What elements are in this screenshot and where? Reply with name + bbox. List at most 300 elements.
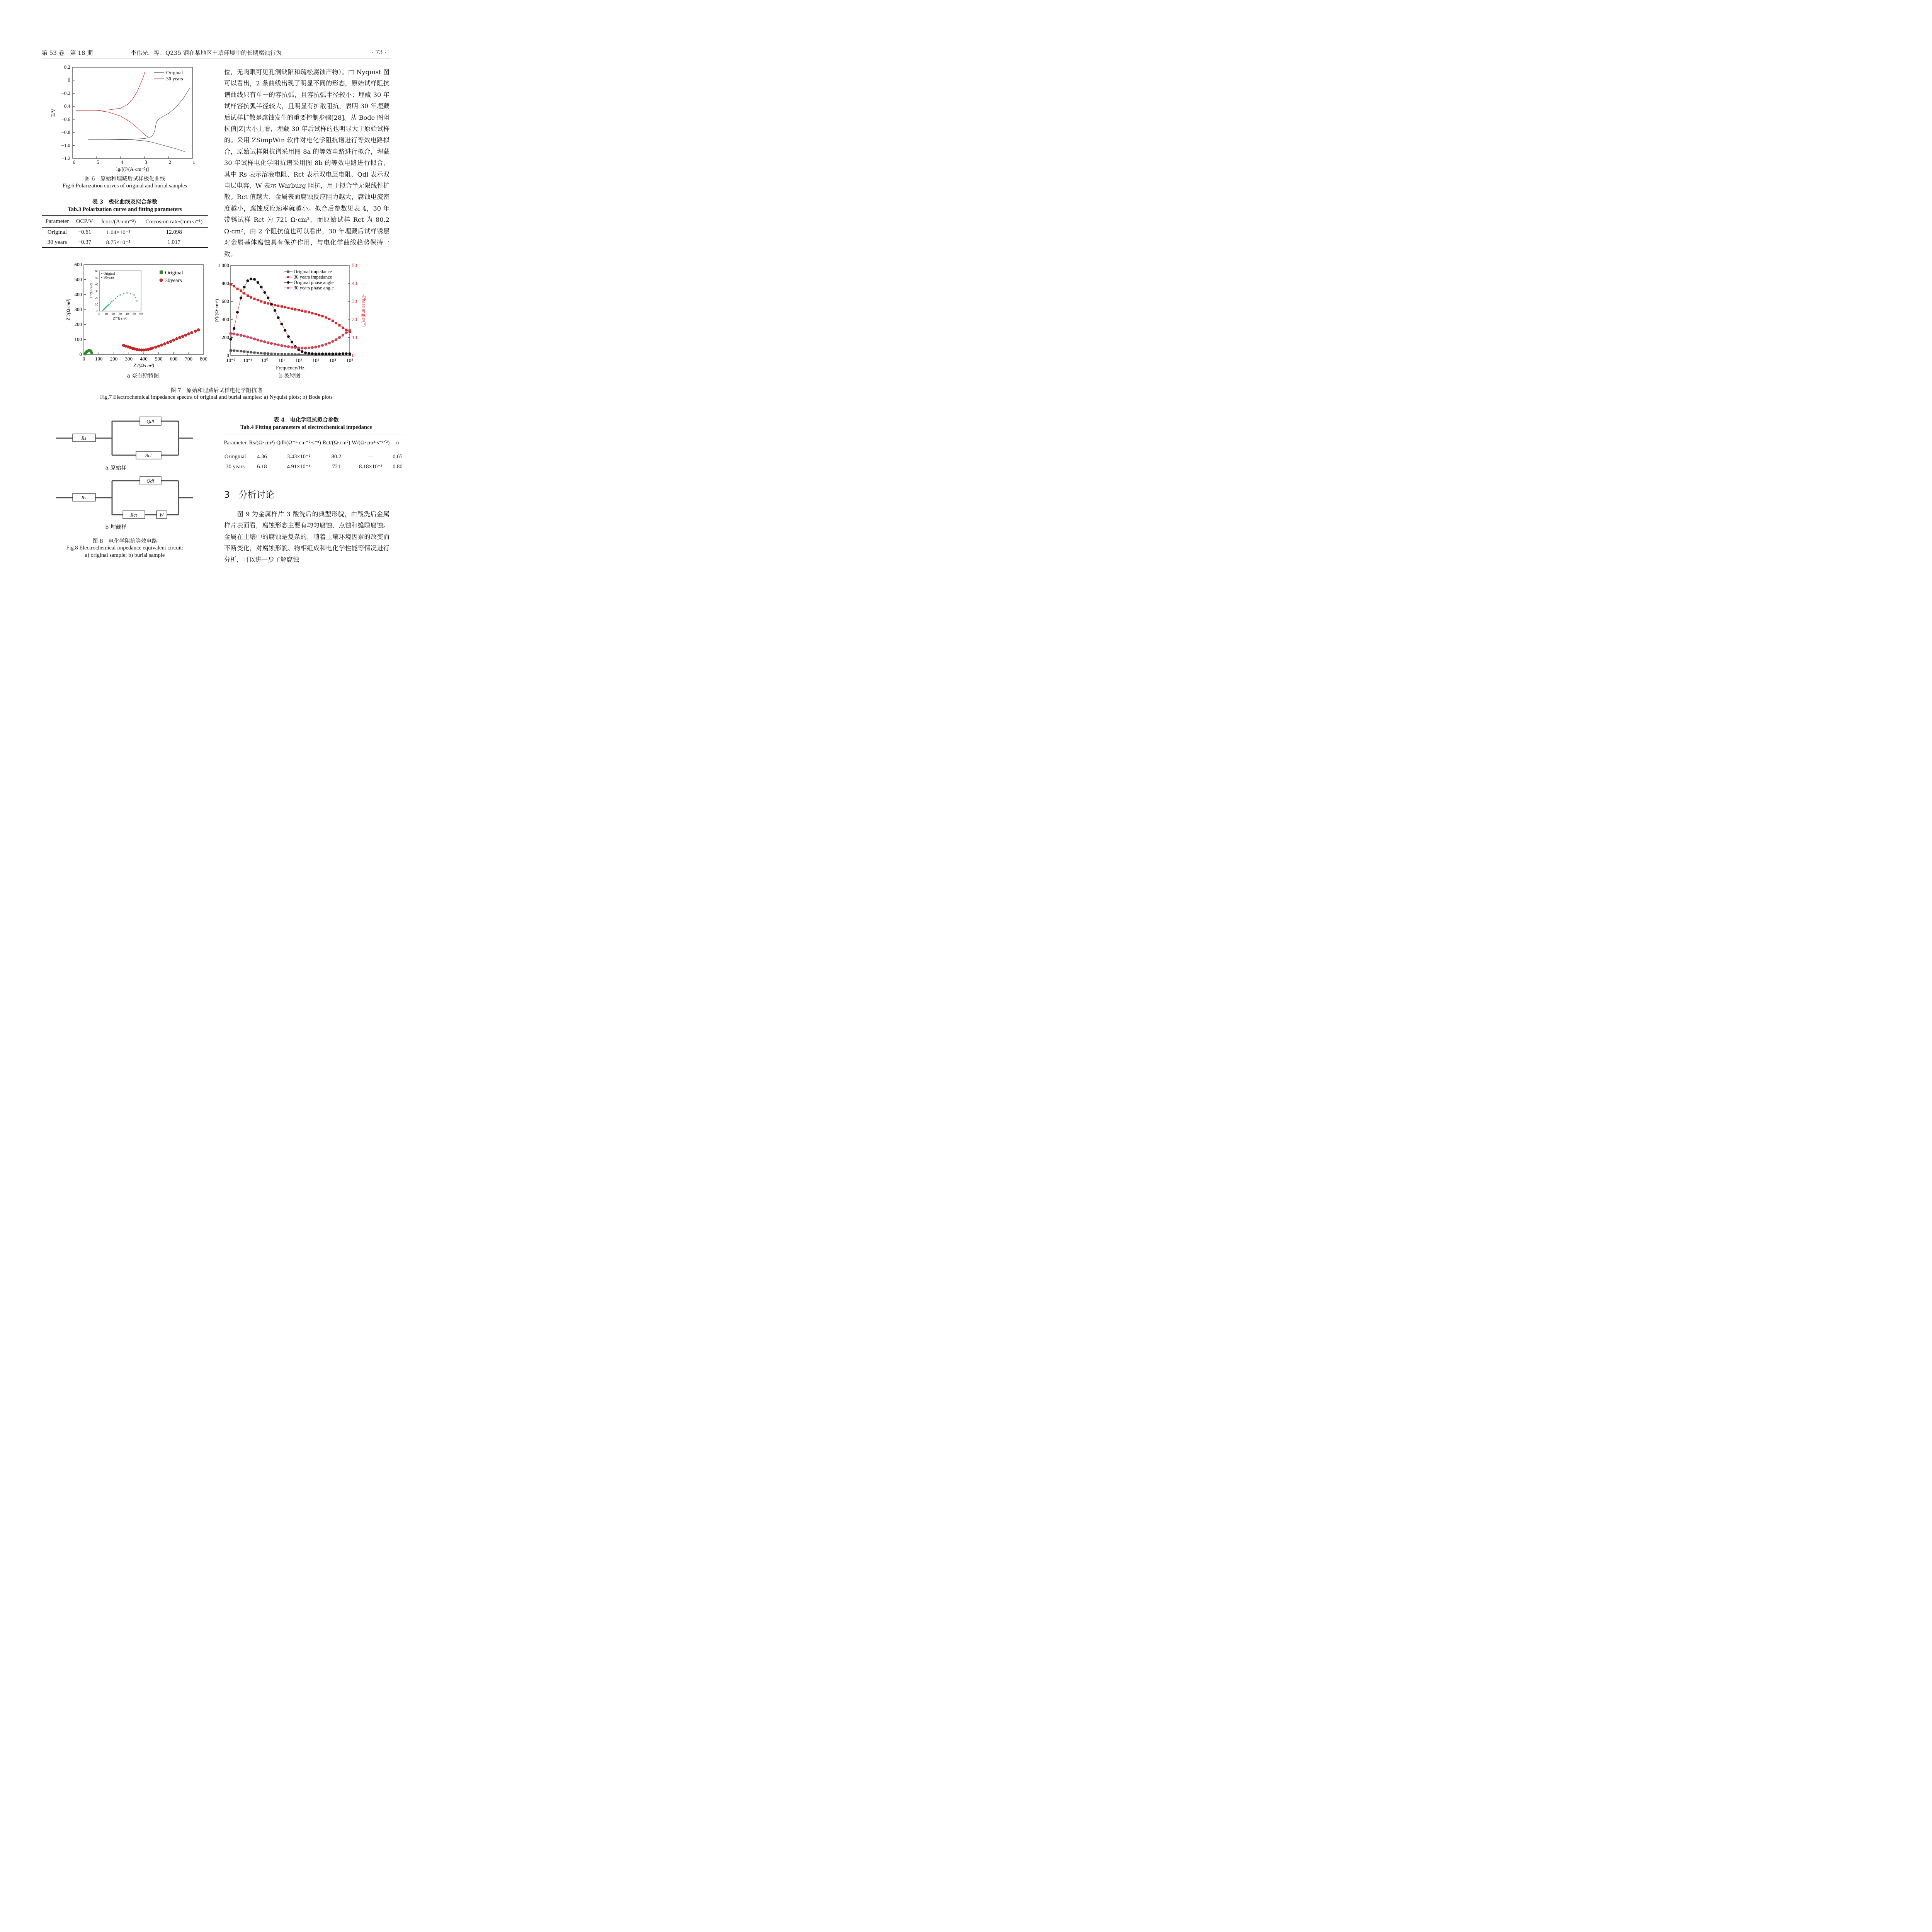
- x-axis-label: lg/[(J/(A·cm⁻²)]: [116, 166, 149, 172]
- inset-legend-swatch: [101, 273, 102, 274]
- y-tick-label: −1.2: [61, 155, 70, 161]
- data-point: [277, 344, 280, 346]
- data-point: [274, 343, 276, 345]
- inset-data-point: [117, 296, 118, 297]
- data-point: [332, 320, 334, 322]
- rs-label: Rs: [81, 495, 87, 500]
- data-point: [281, 353, 283, 355]
- x-tick-label: 500: [155, 356, 163, 362]
- data-point: [240, 296, 242, 299]
- data-point: [321, 315, 324, 317]
- y2-tick-label: 0: [352, 352, 355, 358]
- data-point: [267, 302, 269, 304]
- data-point: [328, 342, 331, 344]
- data-point: [284, 345, 286, 347]
- fig8-caption-en-2: a) original sample; b) burial sample: [85, 552, 165, 558]
- x-tick-label: 10⁻²: [226, 357, 235, 363]
- data-point: [318, 345, 320, 348]
- x-tick-label: −6: [70, 159, 75, 165]
- data-point: [233, 285, 235, 287]
- data-point: [230, 338, 232, 341]
- inset-data-point: [109, 304, 110, 305]
- inset-legend-label: 30years: [104, 276, 114, 279]
- x-tick-label: −3: [142, 159, 147, 165]
- y-tick-label: 0: [68, 77, 70, 83]
- fig6-caption-cn: 图 6 原始和埋藏后试样极化曲线: [84, 176, 165, 182]
- data-point-30years: [181, 335, 184, 338]
- y-tick-label: 800: [221, 280, 229, 286]
- tab4-header: Rct/(Ω·cm²): [322, 440, 350, 446]
- data-point: [277, 304, 279, 307]
- qdl-label: Qdl: [146, 478, 154, 484]
- data-point: [250, 278, 252, 281]
- inset-data-point: [110, 303, 111, 304]
- inset-data-point: [113, 300, 114, 301]
- data-point: [311, 352, 314, 355]
- inset-y-tick-label: 20: [95, 296, 98, 300]
- inset-data-point: [136, 301, 138, 302]
- data-point: [243, 350, 245, 353]
- data-point: [247, 336, 249, 338]
- data-point: [236, 311, 239, 314]
- data-point: [298, 353, 300, 355]
- inset-data-point: [135, 297, 136, 298]
- data-point-30years: [172, 339, 175, 342]
- inset-data-point: [123, 293, 124, 294]
- inset-x-tick-label: 20: [112, 312, 115, 316]
- inset-data-point: [134, 294, 135, 296]
- data-point: [304, 347, 307, 349]
- data-point: [257, 281, 259, 284]
- data-point: [240, 350, 242, 352]
- data-point: [342, 327, 344, 329]
- data-point: [304, 310, 307, 313]
- y-tick-label: 600: [221, 298, 229, 304]
- data-point: [250, 351, 252, 354]
- x-tick-label: −2: [166, 159, 171, 165]
- data-point: [298, 309, 300, 311]
- data-point: [294, 308, 296, 311]
- data-point-30years: [190, 331, 193, 334]
- inset-data-point: [130, 293, 131, 294]
- series-line-30-years: [76, 72, 145, 110]
- data-point: [281, 305, 283, 308]
- legend-label: 30 years phase angle: [294, 285, 334, 291]
- fig8-caption-en-1: Fig.8 Electrochemical impedance equivalent circuit:: [66, 545, 184, 551]
- inset-legend-label: Original: [104, 272, 115, 276]
- data-point: [233, 349, 235, 352]
- data-point: [270, 353, 273, 355]
- inset-x-tick-label: 50: [133, 312, 136, 316]
- tab4-cell: 0.65: [393, 454, 403, 460]
- data-point: [284, 353, 286, 355]
- tab4-title-cn: 表 4 电化学阻抗拟合参数: [274, 417, 339, 423]
- page-number: · 73 ·: [372, 49, 387, 56]
- data-point: [264, 352, 266, 355]
- data-point-30years: [154, 346, 157, 349]
- data-point: [233, 333, 235, 335]
- data-point: [287, 345, 290, 348]
- data-point: [240, 289, 242, 292]
- fig7b-subcaption: b 波特图: [279, 373, 301, 379]
- data-point: [325, 343, 327, 346]
- inset-y-tick-label: 10: [95, 303, 98, 306]
- data-point: [264, 340, 266, 343]
- data-point: [281, 323, 283, 325]
- legend-label: Original: [165, 270, 183, 276]
- fig8a-subcaption: a 原始样: [105, 465, 127, 471]
- x-axis-label: Frequency/Hz: [276, 365, 304, 371]
- body-paragraph-1: 位，无肉眼可见孔洞缺陷和疏松腐蚀产物）。由 Nyquist 图可以看出，2 条曲线出现了明显不同的形态，原始试样阻抗谱曲线只有单一的容抗弧，且容抗弧半径较小；埋藏 30 年试样容抗弧半径较大，且明显有扩散阻抗，表明 30 年埋藏后试样扩散是腐蚀发生的重要控制步骤[28]。从 Bode 图阻抗值|Z|大小上看，埋藏 30 年后试样的也明显大于原始试样的。采用 ZSimpWin 软件对电化学阻抗谱进行等效电路拟合，原始试样阻抗谱采用图 8a 的等效电路进行拟合，埋藏 30 年试样电化学阻抗谱采用图 8b 的等效电路进行拟合，其中 Rs 表示溶液电阻、Rct 表示双电层电阻、Qdl 表示双电层电容、W 表示 Warburg 阻抗，用于拟合半无限线性扩散。Rct 值越大，金属表面腐蚀反应阻力越大，腐蚀电流密度越小，腐蚀反应速率就越小。拟合后参数见表 4，30 年带锈试样 Rct 为 721 Ω·cm²，而原始试样 Rct 为 80.2 Ω·cm²，由 2 个阻抗值也可以看出，30 年埋藏后试样锈层对金属基体腐蚀具有保护作用，与电化学曲线趋势保持一致。: [224, 68, 389, 258]
- rct-label: Rct: [145, 452, 152, 458]
- data-point: [332, 340, 334, 343]
- data-point: [345, 329, 347, 331]
- data-point: [301, 310, 303, 312]
- data-point: [298, 347, 300, 349]
- data-point-30years: [184, 334, 187, 337]
- nyquist-chart: [64, 261, 211, 373]
- data-point: [250, 337, 252, 339]
- y-tick-label: 400: [74, 291, 82, 298]
- x-tick-label: 200: [110, 356, 118, 362]
- table-row: [42, 238, 208, 248]
- section-title: 3 分析讨论: [224, 490, 274, 500]
- data-point: [335, 338, 337, 341]
- data-point: [257, 352, 259, 354]
- data-point: [311, 346, 314, 349]
- qdl-label: Qdl: [146, 418, 154, 424]
- x-tick-label: 10¹: [278, 357, 285, 363]
- data-point: [267, 352, 269, 355]
- data-point: [257, 299, 259, 301]
- series-line-original: [109, 139, 185, 152]
- inset-x-tick-label: 0: [99, 312, 100, 316]
- legend-swatch: [287, 287, 289, 289]
- tab4-cell: 4.91×10⁻⁴: [287, 463, 311, 470]
- data-point: [230, 332, 232, 335]
- data-point: [328, 318, 330, 320]
- inset-x-tick-label: 30: [119, 312, 122, 316]
- legend-label: 30 years: [166, 76, 183, 82]
- data-point: [243, 292, 245, 294]
- data-point: [291, 346, 293, 349]
- data-point-30years: [178, 336, 181, 339]
- fig7-caption-en: Fig.7 Electrochemical impedance spectra of original and burial samples: a) Nyquist plots; b) Bode plots: [100, 394, 333, 400]
- tab4-title-en: Tab.4 Fitting parameters of electrochemical impedance: [240, 424, 372, 430]
- x-tick-label: 0: [82, 356, 85, 362]
- tab3-cell: Original: [47, 229, 67, 236]
- data-point: [253, 352, 256, 354]
- inset-data-point: [127, 293, 128, 294]
- tab3-cell: 12.098: [166, 229, 182, 236]
- x-tick-label: 600: [170, 356, 178, 362]
- data-point: [274, 309, 276, 312]
- y-tick-label: 200: [221, 334, 229, 340]
- data-point: [260, 340, 263, 342]
- data-point: [311, 312, 313, 314]
- rs-label: Rs: [81, 435, 87, 441]
- data-point: [236, 350, 239, 352]
- y-axis-label: Z''/(Ω·cm²): [65, 298, 71, 321]
- data-point: [315, 313, 317, 315]
- data-point: [230, 349, 232, 352]
- data-point: [281, 344, 283, 347]
- tab4-header: W/(Ω·cm²·s⁻¹ᐟ²): [352, 440, 390, 446]
- data-point-30years: [157, 345, 160, 347]
- tab4-header: n: [396, 440, 399, 446]
- tab3-cell: −0.61: [78, 229, 92, 236]
- data-point: [260, 352, 262, 354]
- x-tick-label: 300: [125, 356, 133, 362]
- tab3-header: Corrosion rate/(mm·a⁻¹): [145, 218, 203, 225]
- data-point: [257, 339, 259, 342]
- y-tick-label: 600: [74, 262, 82, 267]
- fig7-caption-cn: 图 7 原始和埋藏后试样电化学阻抗谱: [170, 388, 262, 394]
- tab4-header: Qdl/(Ω⁻¹·cm⁻²·s⁻ⁿ): [276, 440, 321, 446]
- data-point: [264, 291, 266, 294]
- inset-y-tick-label: 30: [95, 289, 98, 293]
- series-line-original: [88, 87, 190, 139]
- inset-x-tick-label: 10: [105, 312, 108, 316]
- data-point-original: [90, 352, 93, 354]
- tab4-cell: 3.43×10⁻²: [287, 454, 310, 460]
- tab4-cell: 80.2: [331, 454, 342, 460]
- y2-tick-label: 10: [352, 334, 357, 340]
- x-tick-label: 10⁴: [329, 357, 336, 363]
- x-tick-label: 100: [95, 356, 103, 362]
- tab4-cell: 6.18: [257, 463, 267, 470]
- data-point: [294, 346, 297, 349]
- fig6-caption-en: Fig.6 Polarization curves of original and burial samples: [62, 183, 187, 189]
- data-point: [315, 352, 317, 355]
- data-point-30years: [187, 332, 190, 335]
- x-tick-label: 800: [200, 356, 207, 362]
- data-point: [253, 298, 256, 300]
- data-point: [230, 283, 232, 286]
- data-point: [332, 352, 334, 355]
- table-row: [42, 228, 208, 238]
- data-point-30years: [169, 340, 172, 343]
- tab4: [222, 434, 403, 472]
- y-tick-label: 500: [74, 276, 82, 282]
- data-point: [277, 316, 280, 319]
- data-point: [291, 353, 293, 355]
- tab3-cell: 1.017: [167, 239, 181, 245]
- data-point: [294, 353, 296, 355]
- data-point: [236, 288, 239, 290]
- tab4-cell: —: [367, 454, 374, 460]
- inset-y-tick-label: 40: [95, 282, 98, 286]
- x-tick-label: 10⁰: [261, 357, 269, 363]
- data-point-30years: [151, 347, 154, 349]
- data-point: [247, 279, 249, 282]
- y2-tick-label: 30: [352, 298, 357, 304]
- data-point: [349, 352, 351, 355]
- legend-swatch: [160, 279, 163, 282]
- table-row: [222, 462, 405, 472]
- inset-x-tick-label: 40: [126, 312, 129, 316]
- tab4-cell: 0.80: [393, 463, 403, 470]
- y-tick-label: 100: [74, 336, 82, 342]
- data-point: [304, 352, 307, 354]
- data-point: [267, 342, 269, 344]
- table-row: [222, 452, 405, 462]
- data-point: [270, 342, 273, 345]
- x-tick-label: −5: [94, 159, 99, 165]
- y-axis-label: |Z|/(Ω·cm²): [214, 299, 219, 322]
- data-point: [287, 335, 290, 338]
- data-point-30years: [166, 341, 169, 344]
- tab3-header: Parameter: [45, 218, 69, 224]
- x-tick-label: 700: [185, 356, 192, 362]
- legend-swatch: [287, 270, 289, 273]
- data-point: [250, 296, 252, 299]
- tab3-title-en: Tab.3 Polarization curve and fitting parameters: [68, 206, 182, 213]
- tab3-header: Jcorr/(A·cm⁻²): [100, 218, 136, 225]
- data-point: [243, 286, 246, 289]
- data-point: [318, 314, 320, 316]
- tab4-cell: Oringnial: [224, 454, 246, 460]
- polarization-chart: [49, 65, 202, 171]
- inset-y-tick-label: 0: [97, 310, 98, 313]
- legend-label: Original impedance: [294, 269, 332, 274]
- data-point: [274, 304, 276, 306]
- y-tick-label: 0: [79, 351, 82, 357]
- y-tick-label: −0.8: [61, 129, 70, 135]
- tab3-cell: 8.75×10⁻⁵: [106, 239, 131, 246]
- inset-data-point: [111, 301, 112, 302]
- x-tick-label: 10⁵: [346, 357, 353, 363]
- tab3-cell: 30 years: [47, 239, 67, 245]
- data-point: [274, 353, 276, 355]
- tab4-cell: 8.18×10⁻³: [359, 463, 383, 470]
- fig8b-subcaption: b 埋藏样: [105, 524, 127, 531]
- x-tick-label: −1: [190, 159, 195, 165]
- x-tick-label: 10³: [312, 357, 319, 363]
- body-paragraph-2: 图 9 为金属样片 3 酸洗后的典型形貌，由酸洗后金属样片表面看，腐蚀形态主要有均匀腐蚀、点蚀和缝隙腐蚀。金属在土壤中的腐蚀是复杂的，随着土壤环境因素的改变而不断变化，对腐蚀形貌、物相组成和电化学性能等情况进行分析，可以进一步了解腐蚀: [224, 510, 389, 563]
- legend-swatch: [160, 270, 163, 274]
- data-point: [236, 333, 239, 336]
- data-point: [240, 334, 242, 337]
- legend-label: 30years: [165, 278, 182, 284]
- data-point: [345, 331, 348, 334]
- y-tick-label: −0.4: [61, 103, 70, 109]
- y-tick-label: 400: [221, 316, 229, 322]
- y-axis-label: E/V: [50, 109, 56, 117]
- data-point: [325, 352, 327, 355]
- data-point: [301, 347, 303, 349]
- data-point: [308, 311, 310, 313]
- running-title: 李伟光，等：Q235 钢在某地区土壤环境中的长期腐蚀行为: [131, 49, 282, 56]
- legend-swatch: [287, 281, 289, 284]
- x-tick-label: 10²: [295, 357, 302, 363]
- tab3-title-cn: 表 3 极化曲线及拟合参数: [92, 199, 158, 205]
- inset-y-axis-label: Z''/(Ω·cm²): [89, 283, 93, 299]
- data-point: [287, 353, 290, 355]
- data-point: [335, 322, 337, 324]
- data-point: [301, 350, 303, 353]
- data-point: [247, 294, 249, 297]
- fig7a-subcaption: a 奈奎斯特图: [127, 373, 159, 379]
- legend-swatch: [287, 276, 289, 278]
- tab3-cell: 1.04×10⁻³: [106, 230, 131, 236]
- y2-tick-label: 40: [352, 280, 357, 286]
- y-tick-label: 1 000: [218, 262, 229, 268]
- series-line: [231, 284, 350, 332]
- data-point: [335, 352, 337, 355]
- x-tick-label: −4: [118, 159, 123, 165]
- x-axis-label: Z'/(Ω·cm²): [133, 362, 154, 368]
- fig8-caption-cn: 图 8 电化学阻抗等效电路: [92, 538, 157, 544]
- data-point: [267, 296, 269, 299]
- data-point: [233, 327, 235, 330]
- data-point: [243, 335, 246, 337]
- data-point: [291, 308, 293, 310]
- y-tick-label: 0: [226, 352, 229, 358]
- inset-x-tick-label: 60: [139, 312, 143, 316]
- data-point: [284, 306, 286, 308]
- data-point: [315, 346, 317, 349]
- inset-data-point: [115, 298, 116, 299]
- rct-label: Rct: [130, 512, 137, 518]
- data-point: [247, 351, 249, 353]
- data-point: [287, 307, 290, 309]
- legend-label: Original phase angle: [294, 280, 334, 285]
- data-point: [270, 303, 273, 306]
- data-point: [342, 352, 344, 355]
- data-point: [345, 352, 348, 355]
- data-point: [321, 352, 324, 355]
- y-tick-label: 300: [74, 306, 82, 312]
- data-point: [260, 300, 262, 303]
- data-point: [284, 329, 286, 332]
- y-tick-label: −1.0: [61, 142, 70, 148]
- data-point: [338, 324, 341, 327]
- y2-tick-label: 50: [352, 262, 357, 268]
- data-point: [308, 347, 310, 349]
- tab4-header: Parameter: [224, 440, 247, 446]
- data-point: [308, 352, 310, 355]
- tab4-cell: 4.36: [257, 454, 267, 460]
- data-point: [253, 338, 256, 340]
- data-point: [338, 336, 341, 339]
- data-point: [342, 334, 344, 337]
- legend-label: Original: [166, 70, 183, 75]
- bode-chart: [214, 261, 365, 373]
- y-tick-label: −0.2: [61, 90, 70, 96]
- data-point-30years: [163, 342, 166, 345]
- data-point: [338, 352, 341, 355]
- equivalent-circuits: [54, 410, 197, 534]
- y2-axis-label: -Phase angle/(°): [361, 294, 367, 327]
- data-point: [325, 316, 327, 319]
- y-tick-label: 0.2: [64, 64, 70, 70]
- tab3-header: OCP/V: [76, 218, 93, 224]
- legend-label: 30 years impedance: [294, 274, 332, 280]
- inset-y-tick-label: 50: [95, 276, 98, 280]
- journal-volume: 第 53 卷 第 18 期: [42, 49, 93, 56]
- inset-y-tick-label: 60: [95, 269, 98, 273]
- data-point: [260, 286, 263, 289]
- data-point: [321, 344, 324, 347]
- y-tick-label: −0.6: [61, 116, 70, 122]
- inset-data-point: [120, 294, 121, 296]
- data-point: [318, 352, 320, 355]
- data-point: [253, 278, 256, 281]
- tab3-cell: −0.37: [78, 239, 92, 245]
- series-line-30-years: [76, 110, 148, 137]
- data-point-30years: [197, 328, 200, 331]
